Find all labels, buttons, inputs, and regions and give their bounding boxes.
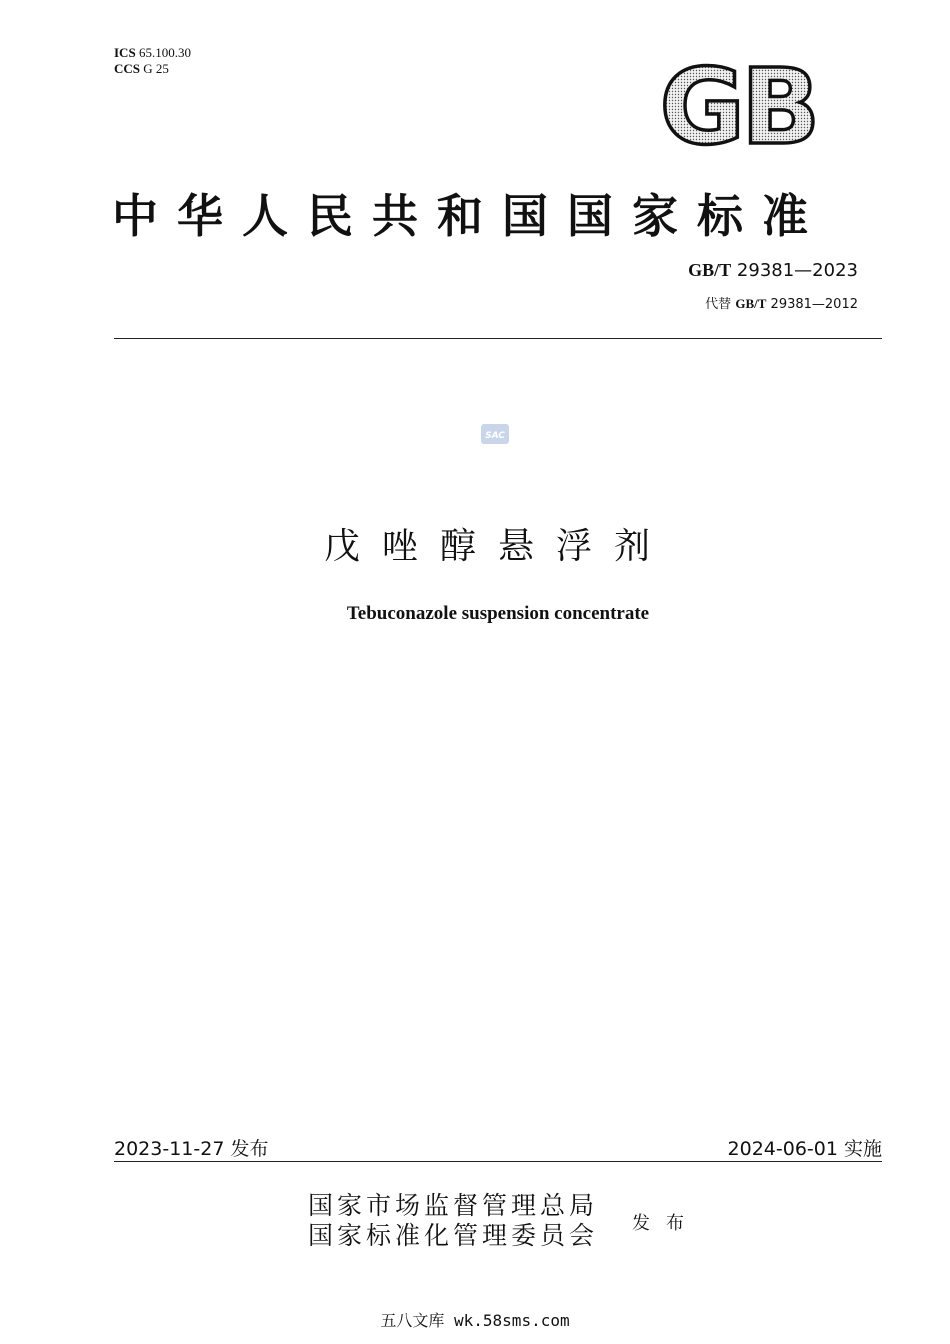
replaces-label: 代替 bbox=[705, 297, 732, 312]
implement-date-label: 实施 bbox=[843, 1138, 882, 1160]
publish-date bbox=[114, 1134, 268, 1161]
ccs-code bbox=[114, 61, 191, 77]
gb-logo-text: GB bbox=[659, 57, 817, 153]
issuer-samr: 国家市场监督管理总局 bbox=[308, 1191, 599, 1220]
ics-code bbox=[114, 45, 191, 61]
standard-number-value: 29381—2023 bbox=[736, 260, 858, 281]
top-divider bbox=[114, 338, 882, 339]
standard-number bbox=[688, 260, 858, 281]
replaces-prefix: GB/T bbox=[735, 296, 767, 311]
publish-date-label: 发布 bbox=[230, 1138, 269, 1160]
gb-logo bbox=[644, 57, 832, 153]
national-standard-title: 中华人民共和国国家标准 bbox=[112, 189, 827, 243]
implement-date-value: 2024-06-01 bbox=[727, 1138, 838, 1160]
document-title-en: Tebuconazole suspension concentrate bbox=[346, 603, 650, 624]
replaces-value: 29381—2012 bbox=[770, 297, 858, 312]
standard-number-prefix: GB/T bbox=[688, 260, 732, 280]
issue-label: 发布 bbox=[632, 1213, 700, 1234]
ccs-value: G 25 bbox=[143, 61, 169, 76]
classification-codes bbox=[114, 45, 191, 77]
document-title-cn: 戊唑醇悬浮剂 bbox=[323, 526, 672, 567]
bottom-divider bbox=[114, 1161, 882, 1162]
publish-date-value: 2023-11-27 bbox=[114, 1138, 225, 1160]
footer-site-text: 五八文库 wk.58sms.com bbox=[380, 1311, 570, 1330]
replaces-standard bbox=[705, 293, 858, 312]
ics-value: 65.100.30 bbox=[138, 45, 191, 60]
sac-watermark-icon bbox=[480, 423, 510, 445]
implement-date bbox=[728, 1134, 882, 1161]
ics-label: ICS bbox=[114, 45, 136, 60]
sac-watermark-text: SAC bbox=[485, 431, 505, 441]
issuer-sac: 国家标准化管理委员会 bbox=[308, 1221, 599, 1250]
issuing-authorities bbox=[308, 1191, 598, 1251]
ccs-label: CCS bbox=[114, 61, 141, 76]
